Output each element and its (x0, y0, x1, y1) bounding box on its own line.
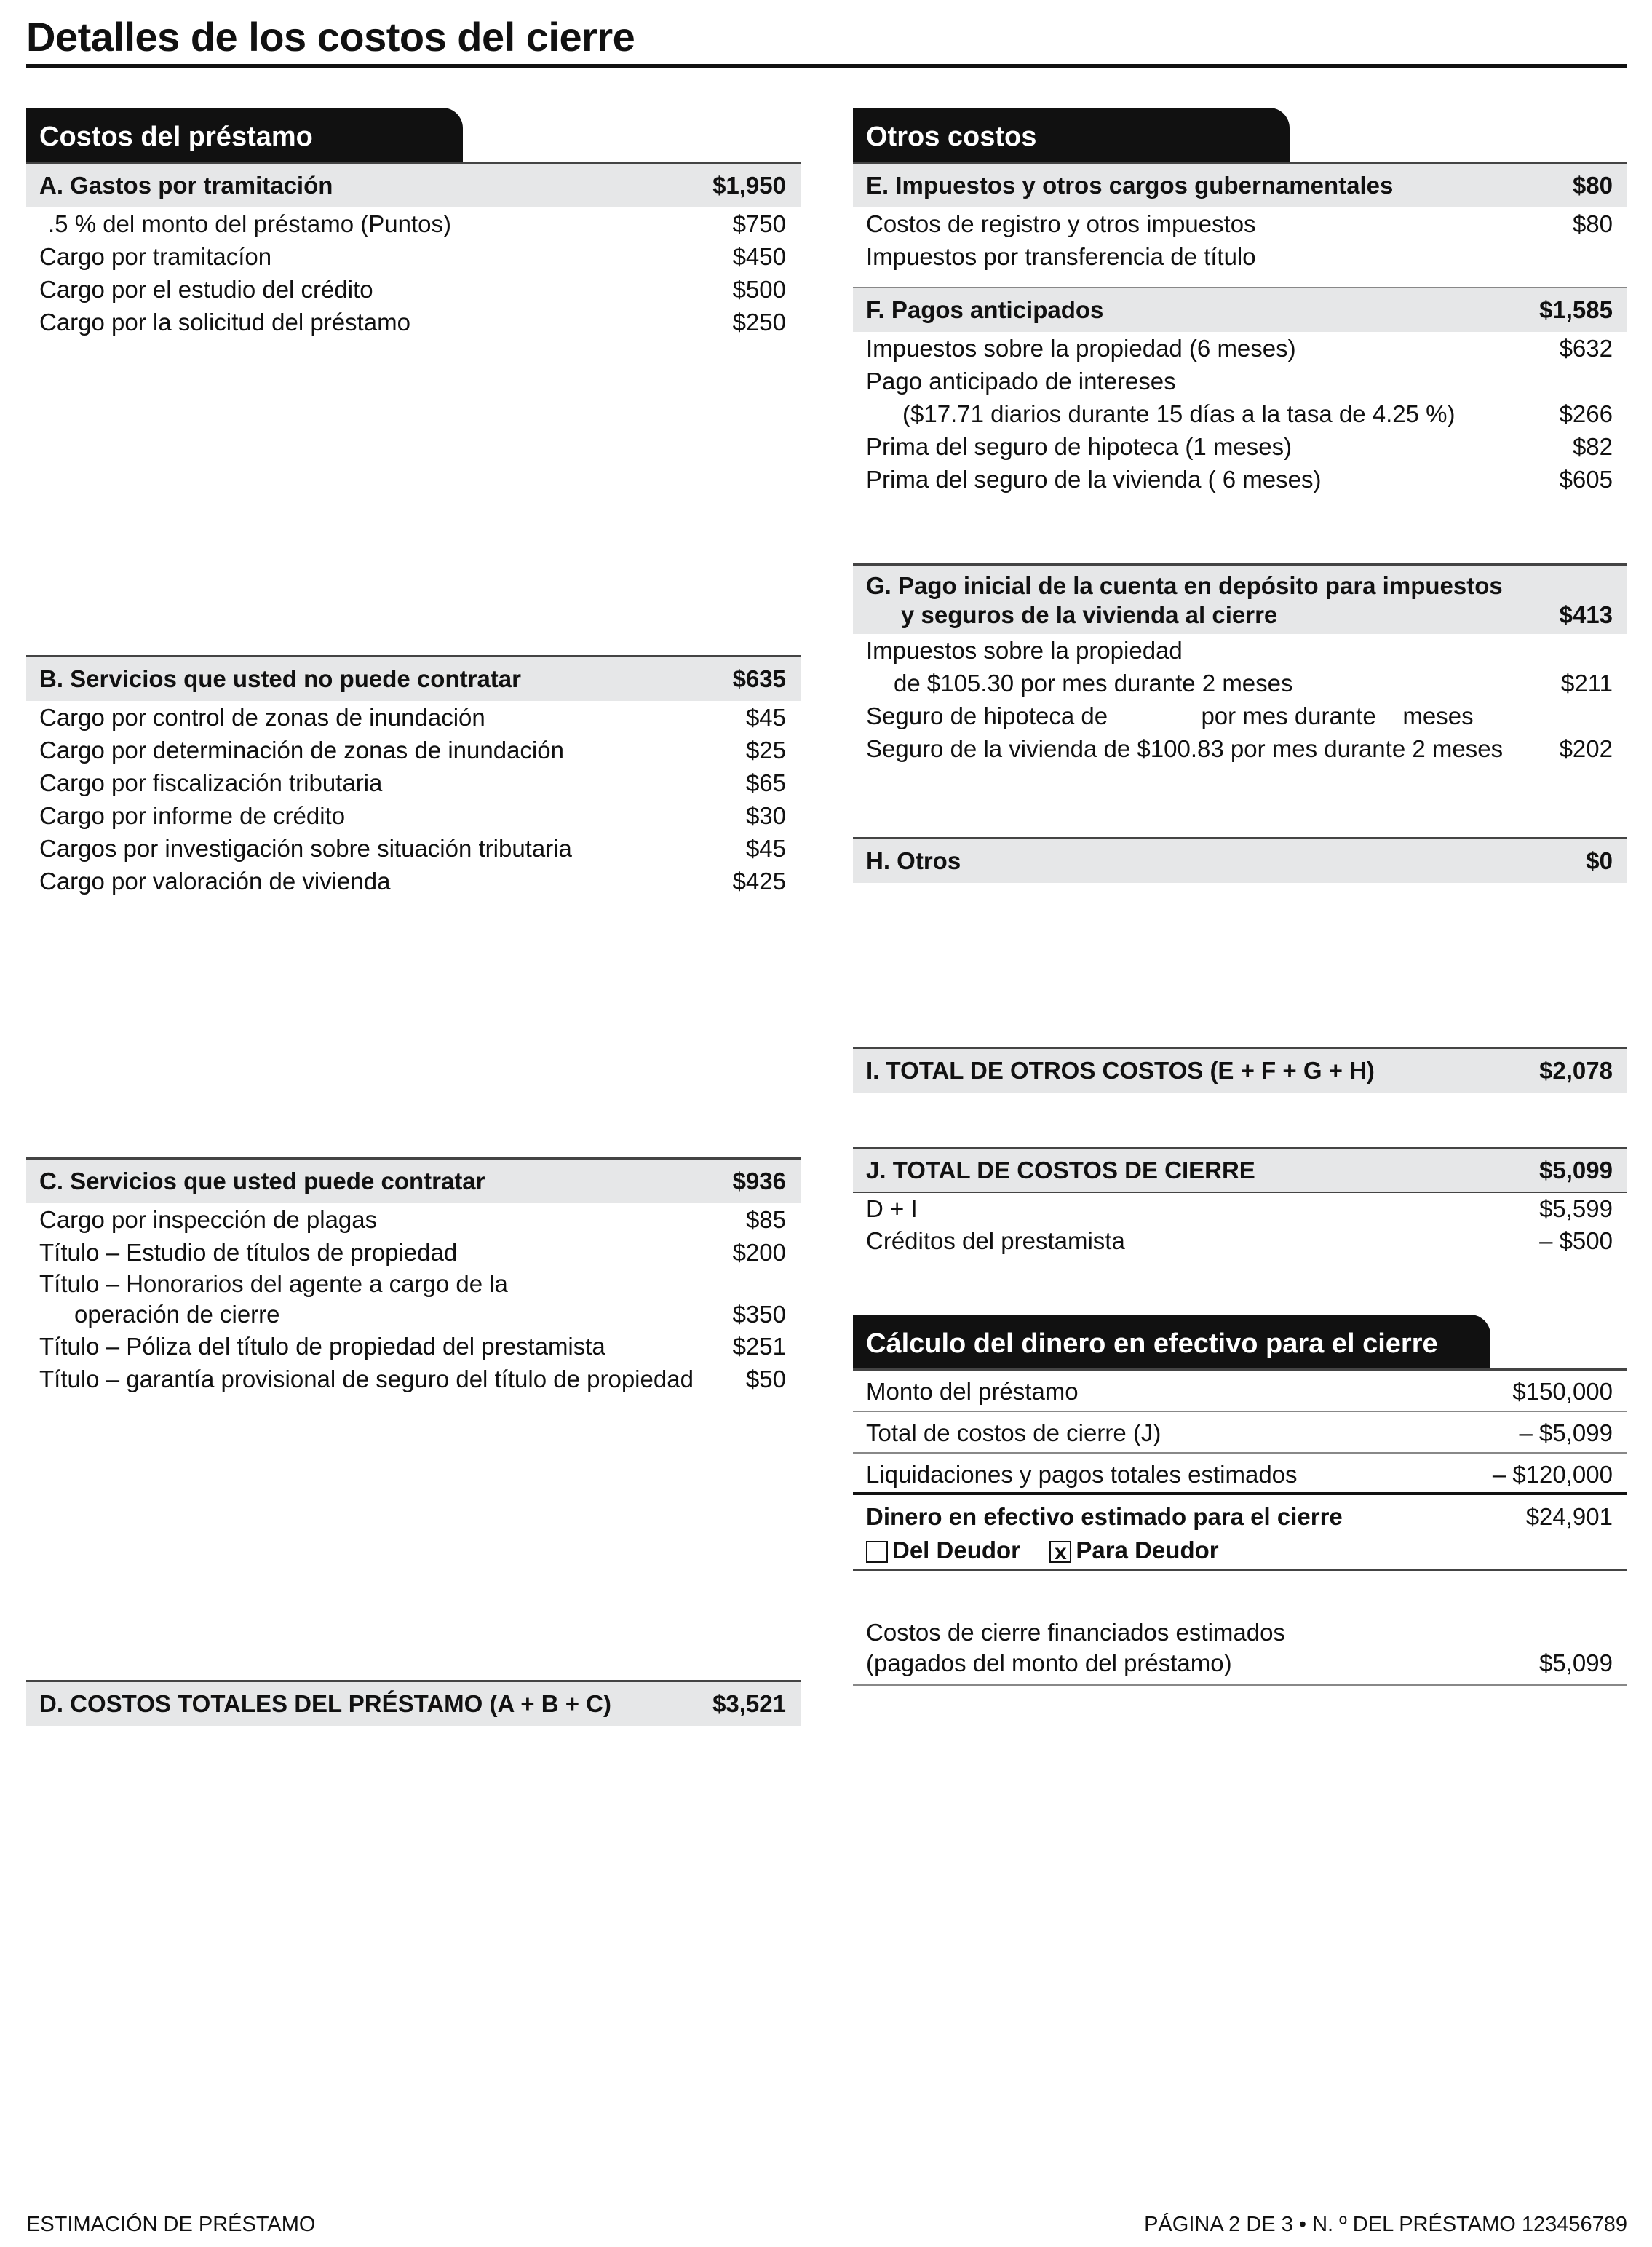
line-item (26, 1330, 801, 1363)
line-item-value: $30 (745, 802, 786, 829)
line-item-value: $50 (745, 1366, 786, 1392)
line-item-value: $350 (732, 1301, 786, 1328)
line-item-value: $605 (1559, 466, 1613, 493)
line-item-value: $80 (1572, 210, 1613, 237)
section-h-total: $0 (1586, 847, 1613, 874)
line-item-value: $750 (732, 210, 786, 237)
line-item-label: Cargo por inspección de plagas (39, 1206, 378, 1233)
line-item-label: Cargo por determinación de zonas de inundación (39, 737, 564, 764)
line-item-label: de $105.30 por mes durante 2 meses (894, 670, 1293, 697)
line-item (26, 701, 801, 734)
line-item (853, 365, 1627, 397)
section-d-header (26, 1682, 801, 1726)
line-item (853, 430, 1627, 463)
line-item (853, 732, 1627, 765)
section-f-label: F. Pagos anticipados (866, 296, 1104, 323)
section-b-label: B. Servicios que usted no puede contratar (39, 665, 521, 692)
section-i (853, 1047, 1627, 1093)
line-item-label: Cargo por control de zonas de inundación (39, 704, 485, 731)
line-item (26, 1236, 801, 1269)
section-a-header (26, 164, 801, 207)
line-item-value: $425 (732, 868, 786, 895)
calc-row (853, 1371, 1627, 1412)
line-item-value: $5,599 (1539, 1195, 1613, 1222)
from-borrower-label: Del Deudor (892, 1537, 1021, 1564)
line-item (26, 1299, 801, 1330)
footer-left: ESTIMACIÓN DE PRÉSTAMO (26, 2213, 316, 2236)
to-borrower-label: Para Deudor (1076, 1537, 1219, 1564)
line-item (26, 306, 801, 338)
line-item-value: $25 (745, 737, 786, 764)
estimated-cash-value: $24,901 (1525, 1503, 1613, 1530)
to-borrower-checkbox[interactable]: x (1049, 1541, 1071, 1563)
financed-costs (853, 1617, 1627, 1686)
line-item (853, 700, 1627, 732)
section-d-total: $3,521 (712, 1690, 786, 1717)
line-item-label: Costos de registro y otros impuestos (866, 210, 1256, 237)
section-g-total: $413 (1559, 601, 1613, 628)
line-item-value: $250 (732, 309, 786, 336)
line-item-label: Impuestos sobre la propiedad (866, 637, 1183, 664)
line-item (26, 766, 801, 799)
line-item-label: Título – garantía provisional de seguro del título de propiedad (39, 1366, 694, 1392)
line-item-label: Prima del seguro de la vivienda ( 6 meses) (866, 466, 1322, 493)
section-j-total: $5,099 (1539, 1157, 1613, 1184)
line-item (26, 273, 801, 306)
line-item-value: $632 (1559, 335, 1613, 362)
section-d-label: D. COSTOS TOTALES DEL PRÉSTAMO (A + B + C) (39, 1690, 611, 1717)
section-b-total: $635 (732, 665, 786, 692)
estimated-cash-label: Dinero en efectivo estimado para el cierre (866, 1503, 1343, 1530)
line-item-value: $500 (732, 276, 786, 303)
line-item (26, 1203, 801, 1236)
line-item-label: Créditos del prestamista (866, 1227, 1125, 1254)
line-item-label: Seguro de la vivienda de $100.83 por mes durante 2 meses (866, 735, 1504, 762)
calc-row-value: $150,000 (1512, 1378, 1613, 1405)
section-h-header (853, 839, 1627, 883)
cash-to-close-tab-header: Cálculo del dinero en efectivo para el cierre (853, 1315, 1490, 1368)
line-item (853, 634, 1627, 667)
line-item-label: ($17.71 diarios durante 15 días a la tasa de 4.25 %) (902, 400, 1456, 427)
section-g-label-line1: G. Pago inicial de la cuenta en depósito para impuestos (866, 572, 1503, 599)
line-item (26, 865, 801, 897)
section-c-total: $936 (732, 1168, 786, 1194)
line-item-label: Cargo por tramitacíon (39, 243, 272, 270)
line-item-label: Cargo por el estudio del crédito (39, 276, 373, 303)
line-item-label: Cargo por valoración de vivienda (39, 868, 391, 895)
estimated-cash-row (853, 1495, 1627, 1571)
line-item-label: .5 % del monto del préstamo (Puntos) (48, 210, 451, 237)
calc-row-label: Monto del préstamo (866, 1378, 1079, 1405)
section-g-label-line2: y seguros de la vivienda al cierre (901, 601, 1278, 628)
line-item-value: $202 (1559, 735, 1613, 762)
cash-to-close-table (853, 1368, 1627, 1571)
line-item (853, 397, 1627, 430)
section-a-total: $1,950 (712, 172, 786, 199)
line-item (26, 799, 801, 832)
line-item-label: Cargo por fiscalización tributaria (39, 769, 383, 796)
other-costs-tab-header: Otros costos (853, 108, 1290, 162)
line-item-value: $211 (1561, 670, 1613, 697)
section-f-header (853, 288, 1627, 332)
section-a-label: A. Gastos por tramitación (39, 172, 333, 199)
section-b (26, 655, 801, 897)
title-divider (26, 64, 1627, 68)
line-item-label: Prima del seguro de hipoteca (1 meses) (866, 433, 1292, 460)
line-item (853, 667, 1627, 700)
section-j-label: J. TOTAL DE COSTOS DE CIERRE (866, 1157, 1255, 1184)
line-item (26, 734, 801, 766)
calc-row-label: Liquidaciones y pagos totales estimados (866, 1461, 1298, 1488)
financed-label-line1: Costos de cierre financiados estimados (866, 1619, 1285, 1646)
calc-row-value: – $120,000 (1492, 1461, 1613, 1488)
line-item-label: Impuestos por transferencia de título (866, 243, 1256, 270)
line-item-label: Cargo por la solicitud del préstamo (39, 309, 410, 336)
line-item (853, 240, 1627, 273)
line-item (26, 207, 801, 240)
section-d (26, 1680, 801, 1726)
line-item-value: $200 (732, 1239, 786, 1266)
line-item-label: Seguro de hipoteca de por mes durante meses (866, 702, 1474, 729)
section-i-header (853, 1049, 1627, 1093)
section-h (853, 837, 1627, 883)
line-item-label: Título – Honorarios del agente a cargo de la (39, 1270, 508, 1297)
footer-right: PÁGINA 2 DE 3 • N. º DEL PRÉSTAMO 123456789 (1144, 2213, 1627, 2236)
section-c-header (26, 1160, 801, 1203)
section-b-header (26, 657, 801, 701)
line-item (26, 240, 801, 273)
line-item (26, 1269, 801, 1299)
section-e-total: $80 (1572, 172, 1613, 199)
section-f (853, 287, 1627, 496)
section-i-total: $2,078 (1539, 1057, 1613, 1084)
line-item (26, 832, 801, 865)
section-c (26, 1157, 801, 1395)
line-item (853, 1193, 1627, 1225)
line-item-label: D + I (866, 1195, 918, 1222)
section-g (853, 563, 1627, 765)
section-h-label: H. Otros (866, 847, 961, 874)
line-item-value: $85 (745, 1206, 786, 1233)
line-item-value: – $500 (1539, 1227, 1613, 1254)
section-j-header (853, 1149, 1627, 1193)
line-item-label: Título – Póliza del título de propiedad del prestamista (39, 1333, 605, 1360)
section-f-total: $1,585 (1539, 296, 1613, 323)
line-item-value: $266 (1559, 400, 1613, 427)
line-item-value: $45 (745, 704, 786, 731)
financed-label-line2: (pagados del monto del préstamo) (866, 1649, 1232, 1676)
line-item-label: Título – Estudio de títulos de propiedad (39, 1239, 458, 1266)
line-item-label: Cargo por informe de crédito (39, 802, 346, 829)
line-item-value: $82 (1572, 433, 1613, 460)
line-item-label: Cargos por investigación sobre situación tributaria (39, 835, 572, 862)
line-item-value: $251 (732, 1333, 786, 1360)
calc-row (853, 1412, 1627, 1454)
line-item (853, 332, 1627, 365)
section-c-label: C. Servicios que usted puede contratar (39, 1168, 485, 1194)
line-item-label: Impuestos sobre la propiedad (6 meses) (866, 335, 1296, 362)
section-e-header (853, 164, 1627, 207)
line-item (26, 1363, 801, 1395)
page-title: Detalles de los costos del cierre (26, 14, 635, 60)
line-item (853, 207, 1627, 240)
line-item-value: $65 (745, 769, 786, 796)
section-e-label: E. Impuestos y otros cargos gubernamentales (866, 172, 1394, 199)
calc-row-value: – $5,099 (1519, 1419, 1613, 1446)
line-item (853, 463, 1627, 496)
section-a (26, 162, 801, 338)
from-borrower-checkbox[interactable] (866, 1541, 888, 1563)
borrower-direction (866, 1534, 1613, 1566)
section-j (853, 1147, 1627, 1257)
calc-row (853, 1454, 1627, 1495)
line-item-value: $450 (732, 243, 786, 270)
financed-value: $5,099 (1539, 1649, 1613, 1676)
section-i-label: I. TOTAL DE OTROS COSTOS (E + F + G + H) (866, 1057, 1375, 1084)
section-g-header (853, 566, 1627, 634)
loan-costs-tab-header: Costos del préstamo (26, 108, 463, 162)
line-item (853, 1225, 1627, 1257)
line-item-label: Pago anticipado de intereses (866, 368, 1176, 395)
section-e (853, 162, 1627, 273)
line-item-value: $45 (745, 835, 786, 862)
line-item-label: operación de cierre (74, 1301, 280, 1328)
calc-row-label: Total de costos de cierre (J) (866, 1419, 1161, 1446)
